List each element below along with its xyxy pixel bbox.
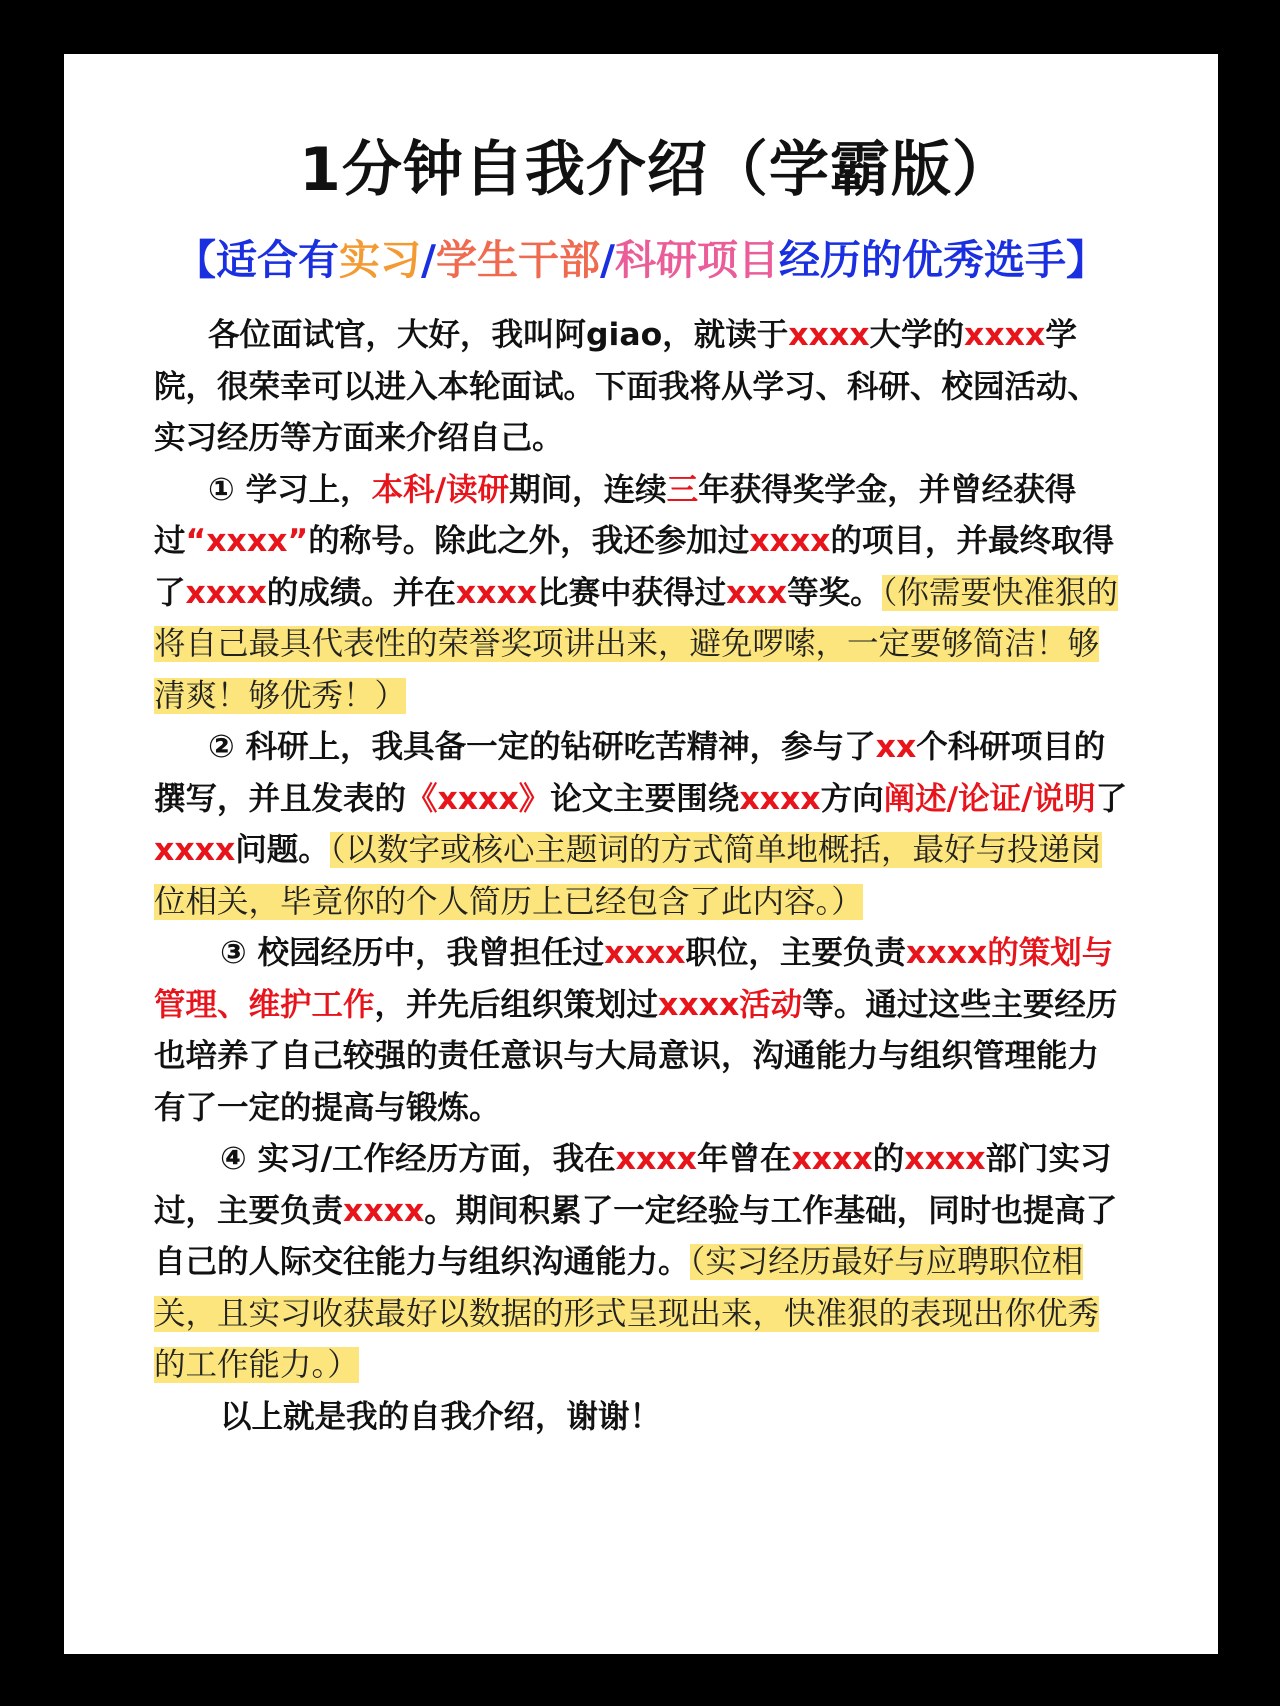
- intro-text: 大学的: [869, 317, 965, 353]
- research-text: 方向: [820, 780, 884, 817]
- year-placeholder: xxxx: [615, 1141, 697, 1177]
- study-text: 期间，连续: [509, 471, 667, 508]
- subtitle-open: 【适合有: [175, 236, 340, 284]
- campus-text: 等。通过这些主要经历也培养了自己较强的责任意识与大局意识，沟通能力与组织管理能力有了一定的提高与锻炼。: [154, 986, 1118, 1126]
- title-placeholder: “xxxx”: [185, 523, 309, 559]
- project-count-placeholder: xx: [875, 729, 917, 765]
- research-text: 问题。: [235, 832, 330, 868]
- study-text: 的项目，并最终取得了: [154, 523, 1115, 611]
- placeholder-university: xxxx: [788, 317, 870, 353]
- subtitle: [154, 232, 1128, 288]
- result-placeholder: xxxx: [185, 574, 267, 611]
- subtitle-separator: /: [421, 236, 436, 284]
- internship-text: 部门实习过，主要负责: [154, 1141, 1112, 1229]
- company-placeholder: xxxx: [791, 1141, 873, 1177]
- verb-highlight: 阐述/论证/说明: [883, 780, 1096, 817]
- campus-text: ③ 校园经历中，我曾担任过: [220, 935, 605, 971]
- study-text: 年获得奖学金，并曾经获得过: [154, 471, 1077, 559]
- intro-paragraph: [154, 310, 1128, 465]
- intro-text: 各位面试官，大好，我叫阿giao，就读于: [208, 317, 789, 353]
- closing-paragraph: 以上就是我的自我介绍，谢谢！: [220, 1398, 662, 1435]
- project-placeholder: xxxx: [749, 523, 831, 559]
- subtitle-research: 科研项目: [614, 236, 779, 284]
- study-text: 的成绩。并在: [266, 574, 456, 611]
- research-tip-note: （以数字或核心主题词的方式简单地概括，最好与投递岗位相关，毕竟你的个人简历上已经包含了此内容。）: [154, 832, 1102, 920]
- study-text: 比赛中获得过: [537, 574, 727, 611]
- campus-text: ，并先后组织策划过: [374, 986, 659, 1023]
- research-text: 了: [1095, 780, 1128, 817]
- department-placeholder: xxxx: [904, 1141, 986, 1177]
- research-paragraph: [154, 722, 1128, 928]
- internship-text: 。期间积累了一定经验与工作基础，同时也提高了自己的人际交往能力与组织沟通能力。: [154, 1192, 1118, 1280]
- research-text: ② 科研上，我具备一定的钻研吃苦精神，参与了: [208, 729, 876, 765]
- position-placeholder: xxxx: [604, 935, 686, 971]
- paper-title-placeholder: 《xxxx》: [406, 780, 551, 817]
- subtitle-internship: 实习: [339, 236, 422, 284]
- study-paragraph: [154, 465, 1128, 723]
- internship-text: 年曾在: [696, 1141, 792, 1177]
- internship-text: ④ 实习/工作经历方面，我在: [220, 1141, 616, 1177]
- responsibility-placeholder: xxxx: [343, 1192, 425, 1229]
- study-tip-note: （你需要快准狠的将自己最具代表性的荣誉奖项讲出来，避免啰嗦，一定要够简洁！够清爽！够优秀！）: [154, 574, 1118, 714]
- degree-highlight: 本科/读研: [371, 471, 510, 508]
- study-text: ① 学习上，: [208, 471, 372, 508]
- body-text: [154, 310, 1128, 1443]
- subtitle-student-cadre: 学生干部: [436, 236, 600, 284]
- subtitle-rest: 经历的优秀选手】: [778, 236, 1107, 284]
- internship-paragraph: [154, 1134, 1128, 1392]
- intro-text: 学院，很荣幸可以进入本轮面试。下面我将从学习、科研、校园活动、实习经历等方面来介绍自己。: [154, 317, 1100, 456]
- campus-paragraph: [154, 928, 1128, 1134]
- competition-placeholder: xxxx: [455, 574, 538, 611]
- activity-placeholder: xxxx活动: [658, 986, 803, 1023]
- internship-text: 的: [872, 1141, 905, 1177]
- subtitle-separator: /: [600, 236, 615, 284]
- research-text: 论文主要围绕: [550, 780, 740, 817]
- campus-text: 职位，主要负责: [685, 935, 906, 971]
- document-page: [64, 54, 1218, 1654]
- study-text: 的称号。除此之外，我还参加过: [308, 523, 750, 559]
- award-placeholder: xxx: [726, 574, 788, 611]
- research-text: 个科研项目的撰写，并且发表的: [154, 729, 1106, 817]
- years-highlight: 三: [666, 471, 699, 508]
- duty-highlight: xxxx的策划与管理、维护工作: [154, 935, 1114, 1023]
- internship-tip-note: （实习经历最好与应聘职位相关，且实习收获最好以数据的形式呈现出来，快准狠的表现出你优秀的工作能力。）: [154, 1244, 1100, 1383]
- placeholder-college: xxxx: [964, 317, 1046, 353]
- direction-placeholder: xxxx: [739, 780, 821, 817]
- issue-placeholder: xxxx: [154, 832, 236, 868]
- page-title: 1分钟自我介绍（学霸版）: [299, 135, 1013, 205]
- study-text: 等奖。: [787, 574, 882, 611]
